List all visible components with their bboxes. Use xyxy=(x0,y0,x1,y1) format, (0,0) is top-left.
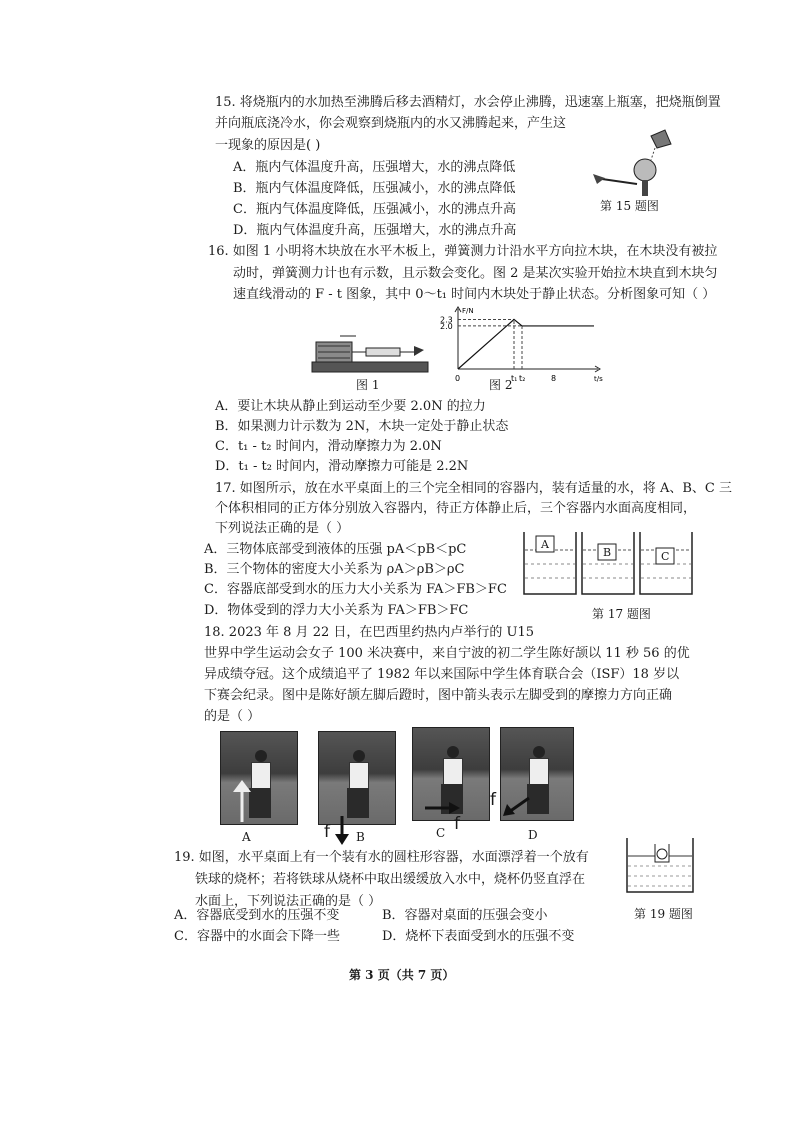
q17-option-d: D．物体受到的浮力大小关系为 FA＞FB＞FC xyxy=(204,603,469,618)
spring-scale-icon xyxy=(366,348,400,356)
q16-figure1 xyxy=(310,328,430,380)
photo-label-c: C xyxy=(436,826,446,840)
q18-stem-line1: 18. 2023 年 8 月 22 日，在巴西里约热内卢举行的 U15 xyxy=(204,625,534,640)
q19-container-figure xyxy=(625,836,695,894)
q16-option-a: A．要让木块从静止到运动至少要 2.0N 的拉力 xyxy=(215,399,486,414)
force-arrow-b xyxy=(332,816,352,846)
y-axis-label: F/N xyxy=(462,307,474,315)
runner-photo-d xyxy=(500,727,574,821)
runner-photo-c xyxy=(412,727,490,821)
q19-option-d: D．烧杯下表面受到水的压强不变 xyxy=(382,929,575,944)
q15-stem-line1: 15. 将烧瓶内的水加热至沸腾后移去酒精灯，水会停止沸腾，迅速塞上瓶塞，把烧瓶倒置 xyxy=(215,95,721,110)
q16-stem-line1: 16. 如图 1 小明将木块放在水平木板上，弹簧测力计沿水平方向拉木块，在木块没有被拉 xyxy=(208,244,718,259)
wood-board xyxy=(312,362,428,372)
runner-photo-b xyxy=(318,731,396,825)
q19-option-b: B．容器对桌面的压强会变小 xyxy=(382,908,548,923)
q15-option-c: C．瓶内气体温度降低，压强减小，水的沸点升高 xyxy=(233,202,516,217)
q19-caption: 第 19 题图 xyxy=(634,907,693,921)
water-cup-icon xyxy=(651,130,671,148)
x-tick-label: t₁ xyxy=(511,374,518,383)
flask-icon xyxy=(634,159,656,181)
q19-option-c: C．容器中的水面会下降一些 xyxy=(174,929,340,944)
y-tick-label: 2.0 xyxy=(440,321,453,331)
q18-stem-line3: 异成绩夺冠。这个成绩追平了 1982 年以来国际中学生体育联合会（ISF）18 岁以 xyxy=(204,667,680,682)
force-label-b: f xyxy=(324,822,330,842)
q18-stem-line5: 的是（ ） xyxy=(204,709,261,724)
hand-icon xyxy=(414,346,424,356)
q15-caption: 第 15 题图 xyxy=(600,199,659,213)
q16-fig1-label: 图 1 xyxy=(356,378,380,392)
q19-option-a: A．容器底受到水的压强不变 xyxy=(174,908,340,923)
q17-stem-line3: 下列说法正确的是（ ） xyxy=(215,521,350,536)
photo-label-b: B xyxy=(356,830,365,844)
q19-stem-line3: 水面上，下列说法正确的是（ ） xyxy=(195,894,382,909)
q17-stem-line1: 17. 如图所示，放在水平桌面上的三个完全相同的容器内，装有适量的水，将 A、B、C 三 xyxy=(215,481,732,496)
photo-label-d: D xyxy=(528,828,538,842)
q15-option-b: B．瓶内气体温度降低，压强减小，水的沸点降低 xyxy=(233,181,516,196)
x-axis-label: t/s xyxy=(594,375,603,383)
q16-stem-line3: 速直线滑动的 F - t 图象，其中 0～t₁ 时间内木块处于静止状态。分析图象可知（ ） xyxy=(233,287,716,302)
box-label-c: C xyxy=(661,550,670,563)
q16-option-c: C．t₁ - t₂ 时间内，滑动摩擦力为 2.0N xyxy=(215,439,442,454)
box-label-a: A xyxy=(541,538,549,551)
q16-stem-line2: 动时，弹簧测力计也有示数，且示数会变化。图 2 是某次实验开始拉木块直到木块匀 xyxy=(233,266,718,281)
q15-flask-figure xyxy=(585,126,695,200)
x-tick-label: t₂ xyxy=(519,374,526,383)
box-label-b: B xyxy=(603,546,612,559)
q17-option-c: C．容器底部受到水的压力大小关系为 FA＞FB＞FC xyxy=(204,582,507,597)
hand-icon xyxy=(593,174,605,184)
series-line xyxy=(458,319,594,369)
force-label-d: f xyxy=(490,790,496,810)
container-a xyxy=(524,532,576,594)
q17-stem-line2: 个体积相同的正方体分别放入容器内，待正方体静止后，三个容器内水面高度相同， xyxy=(215,501,697,516)
photo-label-a: A xyxy=(242,830,251,844)
q15-stem-line2: 并向瓶底浇冷水，你会观察到烧瓶内的水又沸腾起来，产生这 xyxy=(215,116,567,131)
q18-stem-line4: 下赛会纪录。图中是陈好颉左脚后蹬时，图中箭头表示左脚受到的摩擦力方向正确 xyxy=(204,688,673,703)
y-tick-label: 2.3 xyxy=(440,315,453,325)
container-b xyxy=(582,532,634,594)
q17-option-b: B．三个物体的密度大小关系为 ρA＞ρB＞ρC xyxy=(204,562,465,577)
force-label-c: f xyxy=(454,814,460,834)
container-c xyxy=(640,532,692,594)
q15-option-a: A．瓶内气体温度升高，压强增大，水的沸点降低 xyxy=(233,160,516,175)
x-tick-label: 8 xyxy=(551,374,557,383)
q15-option-d: D．瓶内气体温度升高，压强增大，水的沸点升高 xyxy=(233,223,517,238)
page-footer: 第 3 页（共 7 页） xyxy=(349,968,455,982)
q17-option-a: A．三物体底部受到液体的压强 pA＜pB＜pC xyxy=(204,542,467,557)
q16-fig2-label: 图 2 xyxy=(489,378,513,392)
q16-option-b: B．如果测力计示数为 2N，木块一定处于静止状态 xyxy=(215,419,509,434)
q16-option-d: D．t₁ - t₂ 时间内，滑动摩擦力可能是 2.2N xyxy=(215,459,469,474)
force-arrow-a xyxy=(227,780,257,824)
force-arrow-d xyxy=(501,796,531,818)
q16-ft-chart xyxy=(440,305,603,383)
q19-stem-line1: 19. 如图，水平桌面上有一个装有水的圆柱形容器，水面漂浮着一个放有 xyxy=(174,850,589,865)
x-tick-label: 0 xyxy=(455,374,461,383)
q15-stem-line3: 一现象的原因是( ) xyxy=(215,138,321,153)
q17-caption: 第 17 题图 xyxy=(592,607,651,621)
runner-photo-a xyxy=(220,731,298,825)
iron-ball-icon xyxy=(657,849,667,859)
q18-stem-line2: 世界中学生运动会女子 100 米决赛中，来自宁波的初二学生陈好颉以 11 秒 56 的优 xyxy=(204,646,690,661)
q19-stem-line2: 铁球的烧杯；若将铁球从烧杯中取出缓缓放入水中，烧杯仍竖直浮在 xyxy=(195,872,586,887)
